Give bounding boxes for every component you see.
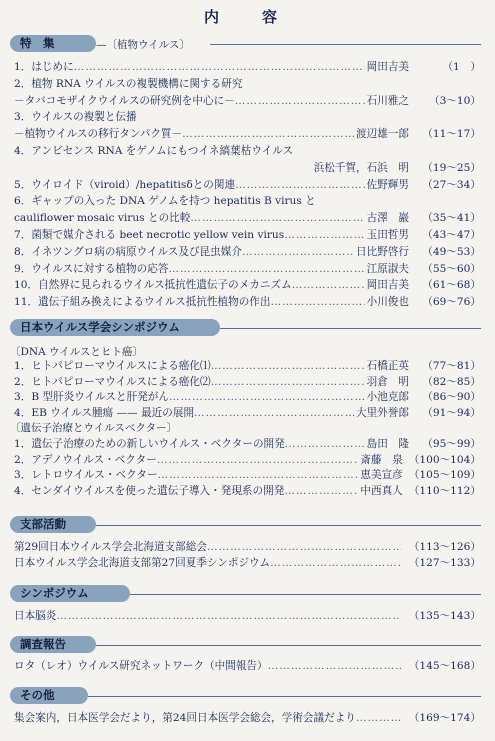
toc-entry xyxy=(14,278,481,293)
toc-entry-pages: （86～90） xyxy=(422,391,481,404)
toc-entry-title: 第29回日本ウイルス学会北海道支部総会 xyxy=(14,541,207,553)
leader-dots xyxy=(158,468,359,483)
toc-entry-author: 古澤 巖 xyxy=(366,212,409,225)
leader-dots xyxy=(56,609,400,624)
toc-entry-pages: （43～47） xyxy=(422,229,481,241)
toc-entry-pages: （1 ） xyxy=(442,61,481,73)
section-badge-symposium2: シンポジウム xyxy=(10,585,130,602)
toc-entry-title: 1．遺伝子治療のための新しいウイルス・ベクターの開発 xyxy=(14,438,285,450)
leader-dots xyxy=(271,295,365,310)
leader-dots xyxy=(190,211,364,226)
toc-entry-pages: （169～174） xyxy=(408,712,481,724)
section-badge-branch: 支部活動 xyxy=(10,516,96,533)
toc-entry-pages: （91～94） xyxy=(422,406,481,419)
toc-entry xyxy=(14,437,481,452)
toc-entry-author: 石川雅之 xyxy=(366,94,409,107)
toc-entry xyxy=(14,375,481,390)
toc-entry-author: 玉田哲男 xyxy=(366,229,409,241)
toc-entry xyxy=(14,245,481,260)
toc-entry-title xyxy=(14,161,312,176)
section-divider xyxy=(88,696,481,697)
toc-entry-pages: （105～109） xyxy=(408,469,481,482)
leader-dots xyxy=(284,484,358,499)
toc-entry-title: 3．B 型肝炎ウイルスと肝発がん xyxy=(14,391,169,404)
toc-entry xyxy=(14,262,481,277)
toc-entry xyxy=(14,468,481,483)
toc-entry xyxy=(14,178,481,193)
toc-entry-pages: （100～104） xyxy=(408,453,481,466)
toc-entry-author: 大里外誉郎 xyxy=(356,406,409,419)
toc-entry-title: 9．ウイルスに対する植物の応答 xyxy=(14,262,169,275)
toc-entry-pages: （77～81） xyxy=(422,360,481,372)
leader-dots xyxy=(356,711,401,726)
leader-dots xyxy=(194,406,354,421)
toc-entry xyxy=(14,94,481,109)
toc-entry-pages: （55～60） xyxy=(422,262,481,275)
toc-entry-title: 7．菌類で媒介される beet necrotic yellow vein virus xyxy=(14,229,285,241)
toc-entry-title: 集会案内，日本医学会だより，第24回日本医学会総会，学術会議だより xyxy=(14,712,356,724)
toc-entry-pages: （110～112） xyxy=(408,484,481,497)
toc-entry-title: 1．ヒトパピローマウイルスによる癌化⑴ xyxy=(14,360,211,372)
toc-entry-title: 8．イネツングロ病の病原ウイルス及び昆虫媒介 xyxy=(14,245,242,258)
leader-dots xyxy=(168,262,364,277)
toc-entry xyxy=(14,60,481,75)
toc-entry-author: 渡辺雄一郎 xyxy=(356,128,409,141)
toc-entry-title: 2．植物 RNA ウイルスの複製機構に関する研究 xyxy=(14,77,243,90)
toc-entry xyxy=(14,77,481,92)
toc-entry-author: 日比野啓行 xyxy=(356,245,409,258)
toc-entry-title: －タバコモザイクウイルスの研究例を中心に－ xyxy=(14,94,235,107)
toc-entry-pages: （135～143） xyxy=(408,610,481,622)
toc-entry-title: 4．センダイウイルスを使った遺伝子導入・発現系の開発 xyxy=(14,484,285,497)
toc-entry-author: 岡田吉美 xyxy=(366,279,409,292)
toc-entry xyxy=(14,453,481,468)
toc-entry-author: 中西真人 xyxy=(360,484,403,497)
toc-entry-title: 日本脳炎 xyxy=(14,610,57,622)
toc-entry-author: 斎藤 泉 xyxy=(360,453,403,466)
toc-entry-pages: （69～76） xyxy=(422,296,481,309)
toc-entry-pages: （145～168） xyxy=(408,660,481,672)
toc-entry-title: cauliflower mosaic virus との比較 xyxy=(14,212,191,225)
toc-entry-author: 島田 隆 xyxy=(366,438,409,450)
leader-dots xyxy=(270,556,401,571)
toc-entry xyxy=(14,144,481,159)
leader-dots xyxy=(285,437,365,452)
toc-entry-title: ロタ（レオ）ウイルス研究ネットワーク（中間報告） xyxy=(14,660,268,672)
toc-entry-title: －植物ウイルスの移行タンパク質－ xyxy=(14,128,183,141)
toc-entry-author: 恵美宣彦 xyxy=(360,469,403,482)
toc-entry-pages: （61～68） xyxy=(422,279,481,292)
toc-entry xyxy=(14,161,481,176)
toc-entry xyxy=(14,211,481,226)
toc-entry-title: 日本ウイルス学会北海道支部第27回夏季シンポジウム xyxy=(14,557,271,569)
toc-entry xyxy=(14,228,481,243)
toc-entry xyxy=(14,484,481,499)
toc-entry-title: 4．EB ウイルス腫瘍 —— 最近の展開 xyxy=(14,406,195,419)
leader-dots xyxy=(74,60,365,75)
leader-dots xyxy=(242,245,354,260)
toc-entry xyxy=(14,406,481,421)
leader-dots xyxy=(268,659,401,674)
section-divider xyxy=(210,44,481,45)
toc-entry-title: 3．ウイルスの複製と伝播 xyxy=(14,111,137,124)
section-subtitle: —〔植物ウイルス〕 xyxy=(96,39,190,51)
leader-dots xyxy=(207,540,401,555)
toc-entry xyxy=(14,194,481,209)
section-badge-special: 特 集 xyxy=(10,35,96,52)
toc-entry xyxy=(14,359,481,374)
leader-dots xyxy=(182,127,354,142)
toc-entry xyxy=(14,295,481,310)
leader-dots xyxy=(169,390,365,405)
toc-entry-title: 3．レトロウイルス・ベクター xyxy=(14,469,158,482)
toc-entry-author: 小川俊也 xyxy=(366,296,409,309)
toc-entry-title: 2．アデノウイルス・ベクター xyxy=(14,453,157,466)
toc-entry-pages: （27～34） xyxy=(422,178,481,191)
leader-dots xyxy=(235,178,365,193)
toc-entry xyxy=(14,659,481,674)
toc-entry-pages: （82～85） xyxy=(422,375,481,388)
toc-entry-title: 2．ヒトパピローマウイルスによる癌化⑵ xyxy=(14,375,211,388)
toc-entry xyxy=(14,609,481,624)
toc-entry-author: 小池克郎 xyxy=(366,391,409,404)
section-divider xyxy=(96,525,481,526)
leader-dots xyxy=(284,228,364,243)
toc-entry-pages: （95～99） xyxy=(422,438,481,450)
leader-dots xyxy=(211,375,365,390)
toc-entry-pages: （3～10） xyxy=(428,94,481,107)
toc-entry-author: 羽倉 明 xyxy=(366,375,409,388)
toc-entry-pages: （127～133） xyxy=(408,557,481,569)
group-heading-dna: 〔DNA ウイルスとヒト癌〕 xyxy=(10,346,143,358)
toc-entry-title: 5．ウイロイド（viroid）/hepatitisδとの関連 xyxy=(14,178,236,191)
page-title: 内 容 xyxy=(203,8,291,26)
leader-dots xyxy=(211,359,365,374)
toc-entry xyxy=(14,556,481,571)
toc-entry xyxy=(14,540,481,555)
toc-entry-author: 佐野輝男 xyxy=(366,178,409,191)
toc-entry xyxy=(14,390,481,405)
leader-dots xyxy=(235,94,365,109)
section-badge-symposium: 日本ウイルス学会シンポジウム xyxy=(10,319,220,336)
toc-entry xyxy=(14,110,481,125)
section-divider xyxy=(220,328,481,329)
toc-entry-pages: （49～53） xyxy=(422,245,481,258)
leader-dots xyxy=(292,278,365,293)
toc-entry-pages: （113～126） xyxy=(408,541,481,553)
toc-entry-title: 1．はじめに xyxy=(14,61,74,73)
toc-entry-author: 石橋正英 xyxy=(366,360,409,372)
section-divider xyxy=(96,645,481,646)
section-divider xyxy=(130,594,481,595)
toc-entry-author: 岡田吉美 xyxy=(366,61,409,73)
toc-entry xyxy=(14,127,481,142)
leader-dots xyxy=(157,453,359,468)
group-heading-gene: 〔遺伝子治療とウイルスベクター〕 xyxy=(10,422,178,434)
toc-entry-pages: （19～25） xyxy=(422,161,481,174)
toc-entry-author: 浜松千賀，石浜 明 xyxy=(313,161,409,174)
section-badge-other: その他 xyxy=(10,687,88,704)
toc-entry-title: 4．アンビセンス RNA をゲノムにもつイネ縞葉枯ウイルス xyxy=(14,145,294,157)
toc-entry-pages: （11～17） xyxy=(422,128,481,141)
toc-entry-title: 6．ギャップの入った DNA ゲノムを持つ hepatitis B virus と xyxy=(14,195,316,208)
toc-entry-pages: （35～41） xyxy=(422,212,481,225)
toc-entry-title: 11．遺伝子組み換えによるウイルス抵抗性植物の作出 xyxy=(14,296,271,309)
section-badge-report: 調査報告 xyxy=(10,636,96,653)
toc-entry-title: 10．自然界に見られるウイルス抵抗性遺伝子のメカニズム xyxy=(14,279,292,292)
toc-entry-author: 江原淑夫 xyxy=(366,262,409,275)
toc-entry xyxy=(14,711,481,726)
